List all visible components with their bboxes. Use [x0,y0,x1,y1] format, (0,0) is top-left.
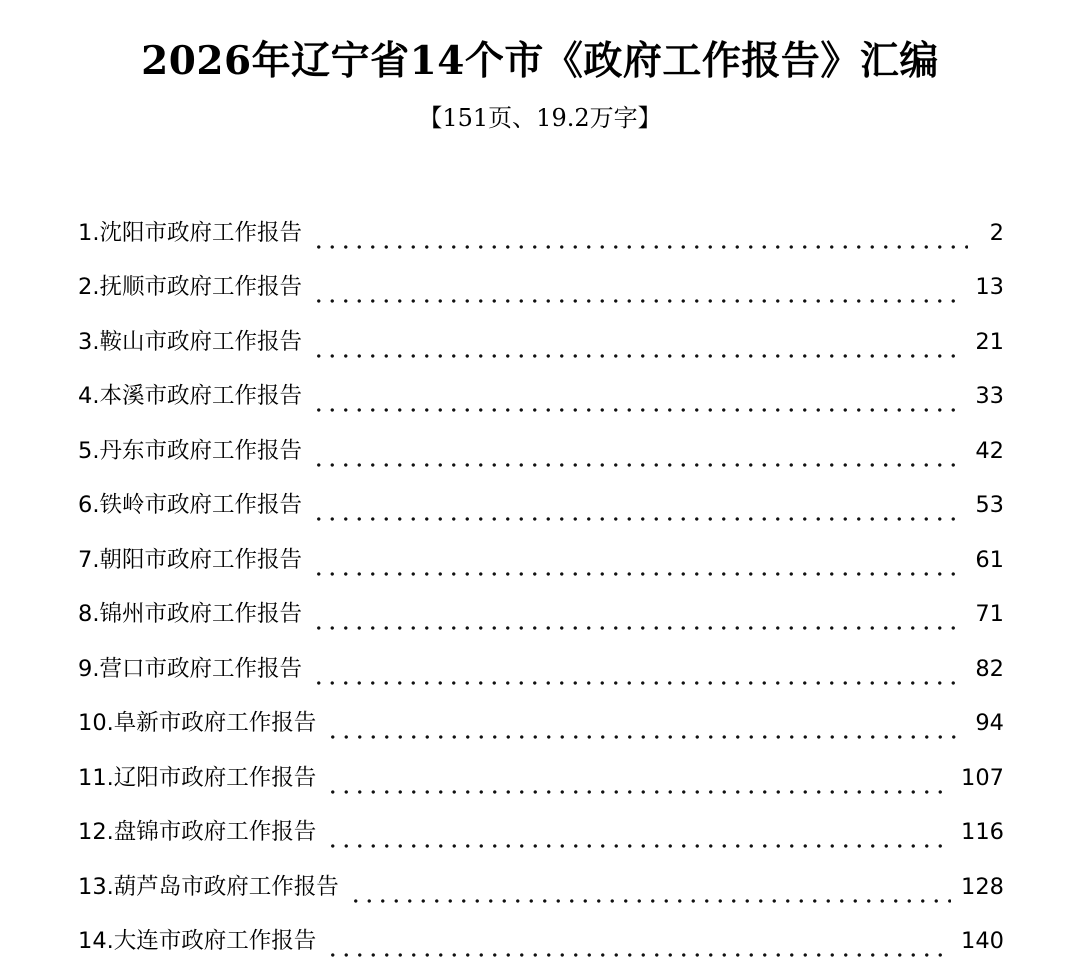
toc-entry[interactable] [78,587,1004,642]
toc-entry-title: 7.朝阳市政府工作报告 [78,546,302,573]
toc-entry[interactable] [78,314,1004,369]
toc-page-number: 140 [961,928,1004,954]
toc-page-number: 107 [961,764,1004,791]
toc-entry[interactable] [78,696,1004,751]
toc-page-number: 53 [975,492,1004,518]
toc-page-number: 82 [975,655,1004,682]
toc-dot-leader [326,928,951,958]
toc-dot-leader [312,492,965,522]
toc-entry[interactable] [78,205,1004,260]
toc-entry[interactable] [78,914,1004,969]
toc-entry-title: 6.铁岭市政府工作报告 [78,492,302,518]
toc-dot-leader [312,329,965,359]
toc-dot-leader [326,819,951,849]
toc-entry-title: 9.营口市政府工作报告 [78,655,302,682]
toc-entry[interactable] [78,260,1004,315]
toc-dot-leader [312,656,965,686]
toc-entry-title: 10.阜新市政府工作报告 [78,710,317,736]
toc-entry-title: 12.盘锦市政府工作报告 [78,819,317,845]
table-of-contents [78,205,1004,968]
toc-dot-leader [312,383,965,413]
toc-page-number: 13 [975,274,1004,300]
toc-page-number: 116 [961,819,1004,845]
toc-page-number: 71 [975,601,1004,627]
toc-entry-title: 14.大连市政府工作报告 [78,928,317,954]
toc-entry[interactable] [78,478,1004,533]
toc-entry-title: 13.葫芦岛市政府工作报告 [78,873,339,900]
toc-page-number: 21 [975,328,1004,355]
toc-dot-leader [312,274,965,304]
toc-entry-title: 5.丹东市政府工作报告 [78,437,302,464]
toc-entry[interactable] [78,641,1004,696]
toc-dot-leader [326,765,951,795]
toc-entry[interactable] [78,805,1004,860]
toc-entry[interactable] [78,750,1004,805]
toc-entry[interactable] [78,532,1004,587]
toc-dot-leader [326,710,965,740]
toc-page-number: 61 [975,546,1004,573]
toc-entry-title: 1.沈阳市政府工作报告 [78,219,302,246]
toc-dot-leader [312,547,965,577]
toc-entry-title: 8.锦州市政府工作报告 [78,601,302,627]
toc-page-number: 2 [989,219,1004,246]
toc-page-number: 94 [975,710,1004,736]
toc-entry[interactable] [78,423,1004,478]
toc-entry-title: 4.本溪市政府工作报告 [78,383,302,409]
toc-dot-leader [312,601,965,631]
toc-page-number: 33 [975,383,1004,409]
toc-entry-title: 11.辽阳市政府工作报告 [78,764,317,791]
toc-dot-leader [312,438,965,468]
toc-page-number: 128 [961,873,1004,900]
toc-entry-title: 2.抚顺市政府工作报告 [78,274,302,300]
toc-page-number: 42 [975,437,1004,464]
toc-dot-leader [312,220,968,250]
document-subtitle: 【151页、19.2万字】 [418,104,662,132]
toc-entry[interactable] [78,369,1004,424]
document-title: 2026年辽宁省14个市《政府工作报告》汇编 [141,38,939,84]
toc-entry[interactable] [78,859,1004,914]
toc-entry-title: 3.鞍山市政府工作报告 [78,328,302,355]
toc-dot-leader [349,874,951,904]
